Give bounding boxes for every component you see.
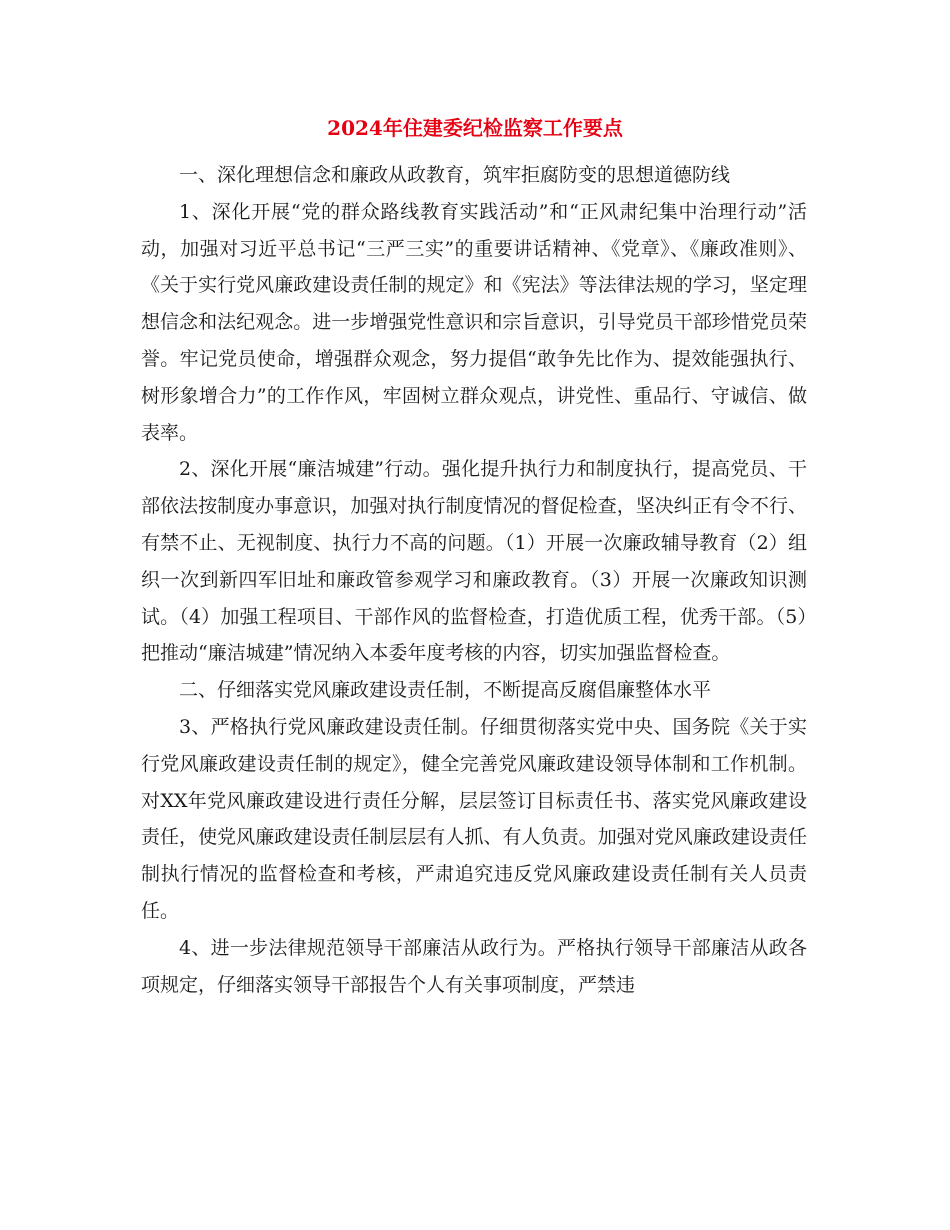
document-title: 2024年住建委纪检监察工作要点 bbox=[327, 116, 623, 140]
paragraph-item-1: 1、深化开展“党的群众路线教育实践活动”和“正风肃纪集中治理行动”活动，加强对习近平总书记“三严三实”的重要讲话精神、《党章》、《廉政准则》、《关于实行党风廉政建设责任制的规定》和《宪法》等法律法规的学习，坚定理想信念和法纪观念。进一步增强党性意识和宗旨意识，引导党员干部珍惜党员荣誉。牢记党员使命，增强群众观念，努力提倡“敢争先比作为、提效能强执行、树形象增合力”的工作作风，牢固树立群众观点，讲党性、重品行、守诚信、做表率。 bbox=[141, 200, 807, 444]
section-heading-2: 二、仔细落实党风廉政建设责任制，不断提高反腐倡廉整体水平 bbox=[179, 679, 712, 702]
paragraph-item-4: 4、进一步法律规范领导干部廉洁从政行为。严格执行领导干部廉洁从政各项规定，仔细落实领导干部报告个人有关事项制度，严禁违 bbox=[141, 936, 807, 996]
document-body bbox=[141, 157, 807, 1003]
paragraph-item-2: 2、深化开展“廉洁城建”行动。强化提升执行力和制度执行，提高党员、干部依法按制度办事意识，加强对执行制度情况的督促检查，坚决纠正有令不行、有禁不止、无视制度、执行力不高的问题。（1）开展一次廉政辅导教育（2）组织一次到新四军旧址和廉政管参观学习和廉政教育。（3）开展一次廉政知识测试。（4）加强工程项目、干部作风的监督检查，打造优质工程，优秀干部。（5）把推动“廉洁城建”情况纳入本委年度考核的内容，切实加强监督检查。 bbox=[141, 458, 807, 665]
paragraph-item-3: 3、严格执行党风廉政建设责任制。仔细贯彻落实党中央、国务院《关于实行党风廉政建设责任制的规定》，健全完善党风廉政建设领导体制和工作机制。对XX年党风廉政建设进行责任分解，层层签订目标责任书、落实党风廉政建设责任，使党风廉政建设责任制层层有人抓、有人负责。加强对党风廉政建设责任制执行情况的监督检查和考核，严肃追究违反党风廉政建设责任制有关人员责任。 bbox=[141, 715, 807, 922]
section-heading-1: 一、深化理想信念和廉政从政教育，筑牢拒腐防变的思想道德防线 bbox=[179, 164, 731, 186]
